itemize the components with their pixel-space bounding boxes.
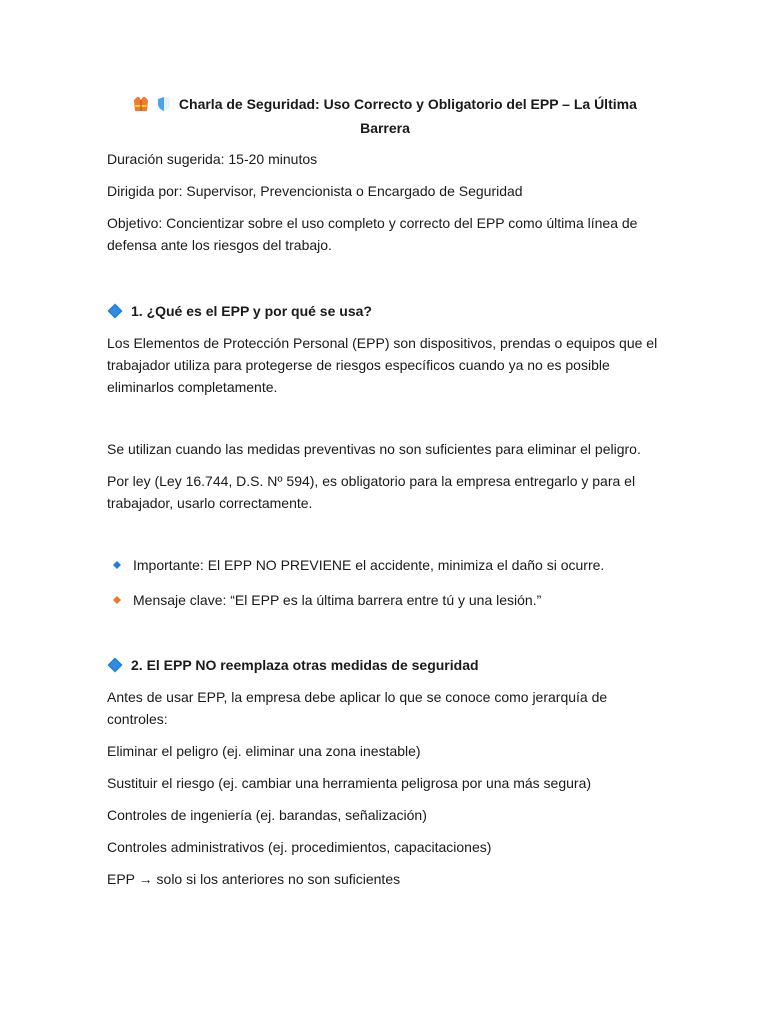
bullet-key-message <box>107 589 663 611</box>
bullet-important-text: Importante: El EPP NO PREVIENE el accidente, minimiza el daño si ocurre. <box>133 557 605 573</box>
control-item: EPP → solo si los anteriores no son suficientes <box>107 871 401 887</box>
document-content <box>107 92 663 900</box>
section-2-heading <box>107 654 663 676</box>
section-1-heading <box>107 300 663 322</box>
bullet-key-message-text: Mensaje clave: “El EPP es la última barrera entre tú y una lesión.” <box>133 592 542 608</box>
control-item: Controles administrativos (ej. procedimientos, capacitaciones) <box>107 839 492 855</box>
bullet-important <box>107 554 663 576</box>
document-title: Charla de Seguridad: Uso Correcto y Obligatorio del EPP – La Última Barrera <box>178 96 637 136</box>
meta-led-by: Dirigida por: Supervisor, Prevencionista o Encargado de Seguridad <box>107 183 523 199</box>
meta-duration: Duración sugerida: 15-20 minutos <box>107 151 318 167</box>
section-1-heading-text: 1. ¿Qué es el EPP y por qué se usa? <box>131 303 372 319</box>
section-1-paragraph-3: Por ley (Ley 16.744, D.S. Nº 594), es obligatorio para la empresa entregarlo y para el trabajador, usarlo correctamente. <box>107 473 636 511</box>
control-item: Controles de ingeniería (ej. barandas, señalización) <box>107 807 427 823</box>
control-item: Sustituir el riesgo (ej. cambiar una herramienta peligrosa por una más segura) <box>107 775 592 791</box>
document-title-block <box>107 92 663 140</box>
small-blue-diamond-icon <box>113 561 121 569</box>
section-2-intro: Antes de usar EPP, la empresa debe aplicar lo que se conoce como jerarquía de controles: <box>107 689 608 727</box>
meta-objective: Objetivo: Concientizar sobre el uso completo y correcto del EPP como última línea de defensa ante los riesgos del trabajo. <box>107 215 638 253</box>
control-item: Eliminar el peligro (ej. eliminar una zona inestable) <box>107 743 421 759</box>
section-1-paragraph-1: Los Elementos de Protección Personal (EPP) son dispositivos, prendas o equipos que el trabajador utiliza para protegerse de riesgos específicos cuando ya no es posible eliminarlos completamente. <box>107 335 658 395</box>
blue-diamond-icon <box>107 657 123 673</box>
blue-diamond-icon <box>107 303 123 319</box>
section-2-heading-text: 2. El EPP NO reemplaza otras medidas de seguridad <box>131 657 479 673</box>
section-1-paragraph-2: Se utilizan cuando las medidas preventivas no son suficientes para eliminar el peligro. <box>107 441 641 457</box>
shield-icon <box>156 96 172 112</box>
small-orange-diamond-icon <box>113 596 121 604</box>
safety-vest-icon <box>133 96 149 112</box>
